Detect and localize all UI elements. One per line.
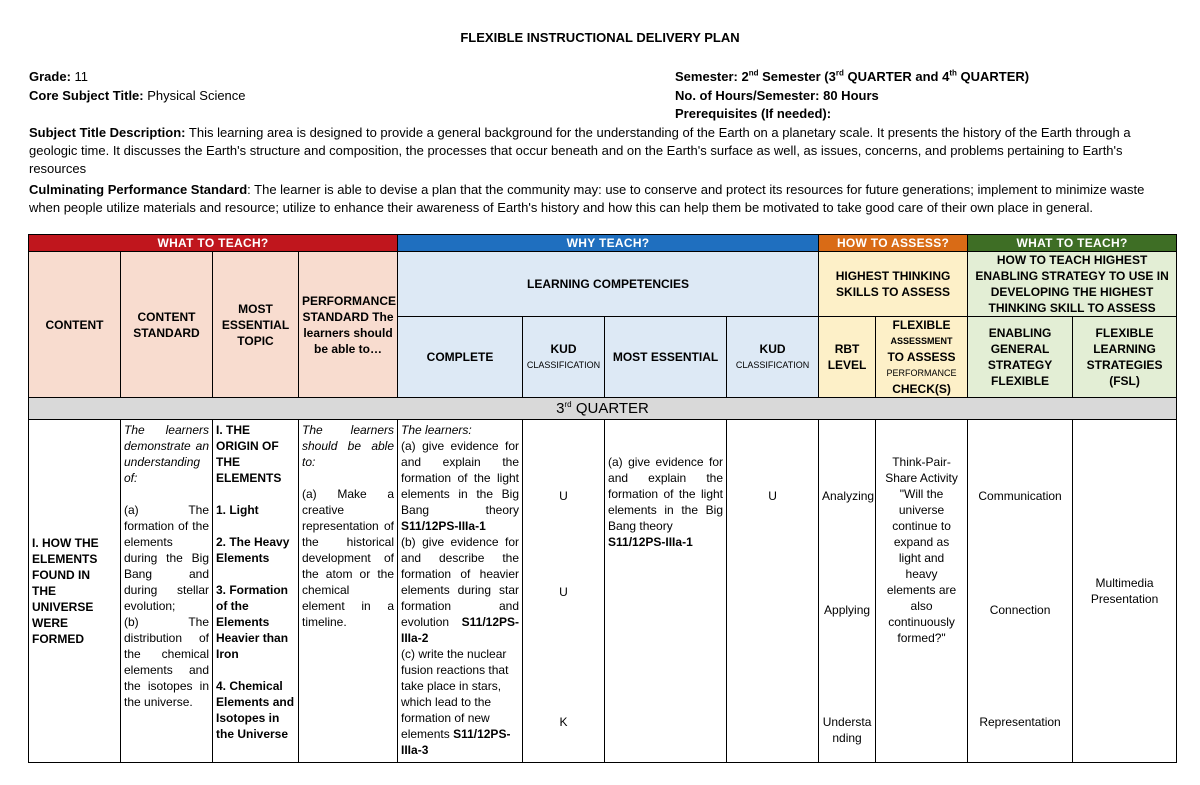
classification-label: CLASSIFICATION xyxy=(526,360,601,370)
essential-a: (a) give evidence for and explain the formation of the light elements in the Big Bang theory xyxy=(608,455,724,533)
subject-description xyxy=(29,124,1174,178)
rbt-3: Understanding xyxy=(822,715,872,745)
enabling-cell xyxy=(968,420,1073,763)
content-cell: I. HOW THE ELEMENTS FOUND IN THE UNIVERSE WERE FORMED xyxy=(29,420,121,763)
complete-intro: The learners: xyxy=(401,423,472,437)
rbt-cell xyxy=(819,420,876,763)
rbt-level-header: RBT LEVEL xyxy=(819,317,876,398)
classification-label-2: CLASSIFICATION xyxy=(735,360,810,370)
how-to-assess-bar: HOW TO ASSESS? xyxy=(819,235,968,252)
quarter-sup: rd xyxy=(564,400,572,409)
quarter-text-end: QUARTER) xyxy=(960,69,1030,84)
document-title: FLEXIBLE INSTRUCTIONAL DELIVERY PLAN xyxy=(460,30,740,45)
fa-line-5: CHECK(S) xyxy=(892,382,951,396)
core-subject-label: Core Subject Title: xyxy=(29,88,144,103)
enabling-3: Representation xyxy=(979,715,1061,729)
cs-intro: The learners demonstrate an understanding of: xyxy=(124,423,209,485)
most-essential-topic-header: MOST ESSENTIAL TOPIC xyxy=(213,252,299,398)
culminating-label: Culminating Performance Standard xyxy=(29,182,248,197)
most-essential-header: MOST ESSENTIAL xyxy=(605,317,727,398)
why-teach-bar: WHY TEACH? xyxy=(398,235,819,252)
kud-1: U xyxy=(559,489,568,503)
highest-thinking-header: HIGHEST THINKING SKILLS TO ASSESS xyxy=(819,252,968,317)
enabling-general-header: ENABLING GENERAL STRATEGY FLEXIBLE xyxy=(968,317,1073,398)
kud-label-2: KUD xyxy=(759,342,786,356)
topic-1: 1. Light xyxy=(216,503,259,517)
fa-line-4: PERFORMANCE xyxy=(886,368,957,378)
section-bar-row xyxy=(29,235,1177,252)
flexible-assessment-header xyxy=(876,317,968,398)
prerequisites-label: Prerequisites (If needed): xyxy=(675,106,832,121)
essential-kud: U xyxy=(768,489,777,503)
topic-2: 2. The Heavy Elements xyxy=(216,535,290,565)
kud-header xyxy=(523,317,605,398)
topic-title: I. THE ORIGIN OF THE ELEMENTS xyxy=(216,423,282,485)
assess-question: "Will the universe continue to expand as light and heavy elements are also continuously formed?" xyxy=(886,487,957,645)
content-standard-cell xyxy=(121,420,213,763)
quarter-sup-2: th xyxy=(949,68,957,78)
kud-header-2 xyxy=(727,317,819,398)
content-header: CONTENT xyxy=(29,252,121,398)
semester-line xyxy=(675,67,1029,86)
most-essential-cell xyxy=(605,420,727,763)
performance-standard-header: PERFORMANCE STANDARD The learners should be able to… xyxy=(299,252,398,398)
content-standard-header: CONTENT STANDARD xyxy=(121,252,213,398)
fa-line-2: ASSESSMENT xyxy=(890,336,953,346)
kud-3: K xyxy=(559,715,568,729)
cs-b: (b) The distribution of the chemical elements and the isotopes in the universe. xyxy=(124,615,209,709)
complete-cell xyxy=(398,420,523,763)
topic-cell xyxy=(213,420,299,763)
assess-activity: Think-Pair-Share Activity xyxy=(885,455,958,485)
grade-value: 11 xyxy=(74,69,89,84)
kud-label: KUD xyxy=(550,342,577,356)
header-row-1 xyxy=(29,252,1177,317)
delivery-plan-table xyxy=(28,234,1177,763)
quarter-row xyxy=(29,398,1177,420)
kud-2: U xyxy=(559,585,568,599)
complete-b: (b) give evidence for and describe the formation of heavier elements during star formation and evolution xyxy=(401,535,520,629)
complete-c-code: S11/12PS-IIIa-3 xyxy=(401,727,511,757)
how-to-teach-header: HOW TO TEACH HIGHEST ENABLING STRATEGY TO USE IN DEVELOPING THE HIGHEST THINKING SKILL TO ASSESS xyxy=(968,252,1177,317)
hours-value: 80 Hours xyxy=(823,88,879,103)
culminating-standard xyxy=(29,181,1174,217)
core-subject-line xyxy=(29,86,246,105)
flexible-learning-header: FLEXIBLE LEARNING STRATEGIES (FSL) xyxy=(1073,317,1177,398)
fa-line-1: FLEXIBLE xyxy=(892,318,951,332)
core-subject-value: Physical Science xyxy=(147,88,246,103)
complete-header: COMPLETE xyxy=(398,317,523,398)
quarter-number: 3 xyxy=(556,400,565,417)
quarter-sup-1: rd xyxy=(835,68,844,78)
kud-cell xyxy=(523,420,605,763)
semester-text: Semester (3 xyxy=(762,69,836,84)
cs-a: (a) The formation of the elements during the Big Bang and during stellar evolution; xyxy=(124,503,209,613)
perf-a: (a) Make a creative representation of the historical development of the atom or the chemical element in a timeline. xyxy=(302,487,395,629)
subject-description-label: Subject Title Description: xyxy=(29,125,186,140)
grade-label: Grade: xyxy=(29,69,71,84)
semester-sup: nd xyxy=(748,68,759,78)
essential-a-code: S11/12PS-IIIa-1 xyxy=(608,535,693,549)
hours-label: No. of Hours/Semester: xyxy=(675,88,820,103)
quarter-banner xyxy=(29,398,1177,420)
fa-line-3: TO ASSESS xyxy=(887,350,956,364)
learning-competencies-header: LEARNING COMPETENCIES xyxy=(398,252,819,317)
subject-description-text: This learning area is designed to provide a general background for the understanding of the Earth on a planetary scale. It presents the history of the Earth through a geologic time. It discusses the Earth's structure and composition, the processes that occur beneath and on the Earth's surface as well, as issues, concerns, and problems pertaining to Earth's resources xyxy=(29,125,1131,176)
fsl-cell: Multimedia Presentation xyxy=(1073,420,1177,763)
enabling-2: Connection xyxy=(989,603,1051,617)
performance-cell xyxy=(299,420,398,763)
culminating-text: : The learner is able to devise a plan that the community may: use to conserve and protect its resources for future generations; implement to minimize waste when people utilize materials and resource; utilize to enhance their awareness of Earth's history and how this can help them be motivated to take good care of their own place in general. xyxy=(29,182,1145,215)
grade-line xyxy=(29,67,88,86)
rbt-2: Applying xyxy=(824,603,871,617)
perf-intro: The learners should be able to: xyxy=(302,423,395,469)
complete-b-code: S11/12PS-IIIa-2 xyxy=(401,615,520,645)
assessment-cell xyxy=(876,420,968,763)
semester-number: 2 xyxy=(741,69,749,84)
topic-3: 3. Formation of the Elements Heavier than Iron xyxy=(216,583,289,661)
quarter-word: QUARTER xyxy=(575,400,649,417)
topic-4: 4. Chemical Elements and Isotopes in the Universe xyxy=(216,679,295,741)
hours-line xyxy=(675,86,879,105)
enabling-1: Communication xyxy=(978,489,1062,503)
complete-a-code: S11/12PS-IIIa-1 xyxy=(401,519,486,533)
what-to-teach-bar-2: WHAT TO TEACH? xyxy=(968,235,1177,252)
complete-a: (a) give evidence for and explain the formation of the light elements in the Big Bang theory xyxy=(401,439,520,517)
kud-cell-2 xyxy=(727,420,819,763)
complete-c: (c) write the nuclear fusion reactions that take place in stars, which lead to the formation of new elements xyxy=(401,647,509,741)
table-row xyxy=(29,420,1177,763)
quarter-text-mid: QUARTER and 4 xyxy=(847,69,950,84)
semester-label: Semester: xyxy=(675,69,738,84)
rbt-1: Analyzing xyxy=(822,489,875,503)
what-to-teach-bar: WHAT TO TEACH? xyxy=(29,235,398,252)
